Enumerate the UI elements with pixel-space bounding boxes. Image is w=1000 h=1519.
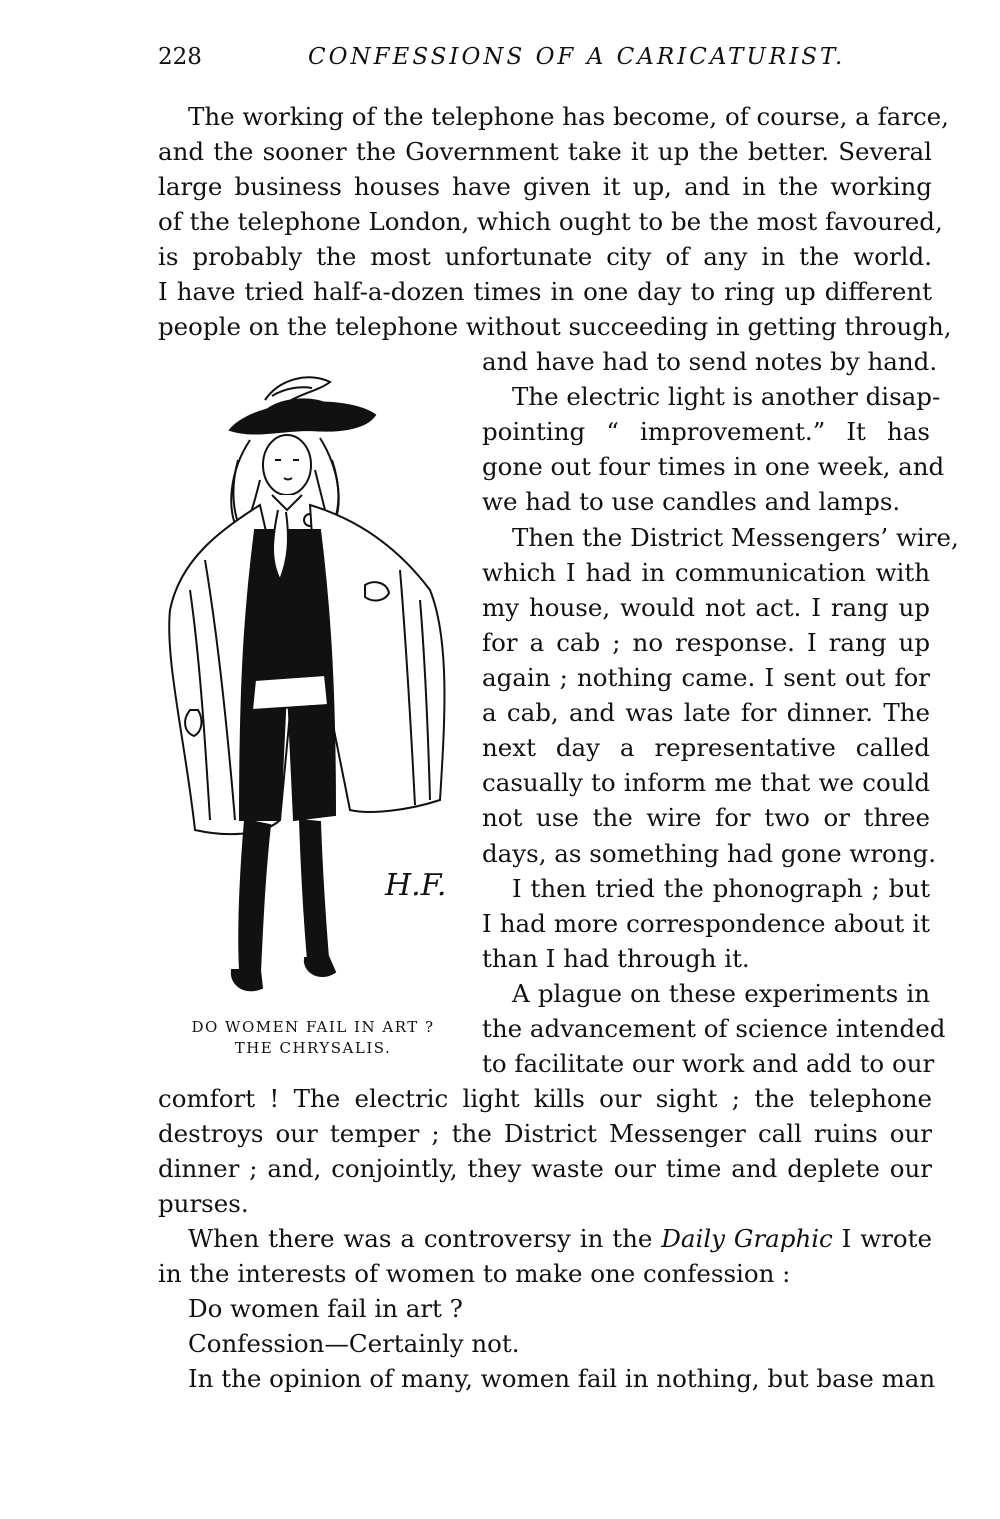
text-line: gone out four times in one week, and: [482, 452, 945, 481]
text-line: Confession—Certainly not.: [188, 1329, 520, 1358]
text-line: next day a representative called: [482, 733, 930, 762]
text-span: I wrote: [832, 1224, 933, 1253]
text-line: not use the wire for two or three: [482, 803, 930, 832]
text-line: and the sooner the Government take it up the better. Several: [158, 137, 932, 166]
caption-line: THE CHRYSALIS.: [234, 1039, 392, 1057]
text-line: large business houses have given it up, and in the working: [158, 172, 932, 201]
text-line: The electric light is another disap-: [512, 382, 941, 411]
illustration-chrysalis: [160, 360, 460, 1020]
text-line: a cab, and was late for dinner. The: [482, 698, 930, 727]
text-line: [158, 1222, 932, 1256]
text-line: for a cab ; no response. I rang up: [482, 628, 930, 657]
text-line: days, as something had gone wrong.: [482, 839, 937, 868]
running-head: [158, 44, 938, 76]
text-line: and have had to send notes by hand.: [482, 347, 938, 376]
text-line: In the opinion of many, women fail in nothing, but base man: [188, 1364, 936, 1393]
text-line: of the telephone London, which ought to be the most favoured,: [158, 207, 943, 236]
text-line: the advancement of science intended: [482, 1014, 946, 1043]
text-line: we had to use candles and lamps.: [482, 487, 901, 516]
text-line: I had more correspondence about it: [482, 909, 930, 938]
text-line: I have tried half-a-dozen times in one day to ring up different: [158, 277, 932, 306]
girl-in-cape-drawing: [160, 360, 460, 1020]
text-line: pointing “ improvement.” It has: [482, 417, 930, 446]
text-line: dinner ; and, conjointly, they waste our time and deplete our: [158, 1154, 932, 1183]
newspaper-title: Daily Graphic: [661, 1224, 833, 1253]
text-line: to facilitate our work and add to our: [482, 1049, 935, 1078]
page-number: 228: [158, 44, 202, 70]
text-line: is probably the most unfortunate city of any in the world.: [158, 242, 932, 271]
text-line: than I had through it.: [482, 944, 750, 973]
text-line: my house, would not act. I rang up: [482, 593, 930, 622]
text-line: casually to inform me that we could: [482, 768, 930, 797]
text-line: purses.: [158, 1189, 249, 1218]
signature-mark: H.F.: [385, 868, 447, 903]
figure-caption: [158, 1017, 468, 1059]
text-line: comfort ! The electric light kills our sight ; the telephone: [158, 1084, 932, 1113]
text-line: Then the District Messengers’ wire,: [512, 523, 959, 552]
text-line: Do women fail in art ?: [188, 1294, 463, 1323]
text-line: destroys our temper ; the District Messenger call ruins our: [158, 1119, 932, 1148]
book-title: CONFESSIONS OF A CARICATURIST.: [308, 44, 846, 70]
text-span: When there was a controversy in the: [188, 1224, 662, 1253]
text-line: which I had in communication with: [482, 558, 930, 587]
text-line: I then tried the phonograph ; but: [512, 874, 930, 903]
text-line: A plague on these experiments in: [512, 979, 930, 1008]
text-line: people on the telephone without succeeding in getting through,: [158, 312, 952, 341]
text-line: again ; nothing came. I sent out for: [482, 663, 930, 692]
text-line: in the interests of women to make one confession :: [158, 1259, 791, 1288]
caption-line: DO WOMEN FAIL IN ART ?: [191, 1018, 435, 1036]
text-line: The working of the telephone has become, of course, a farce,: [188, 102, 949, 131]
